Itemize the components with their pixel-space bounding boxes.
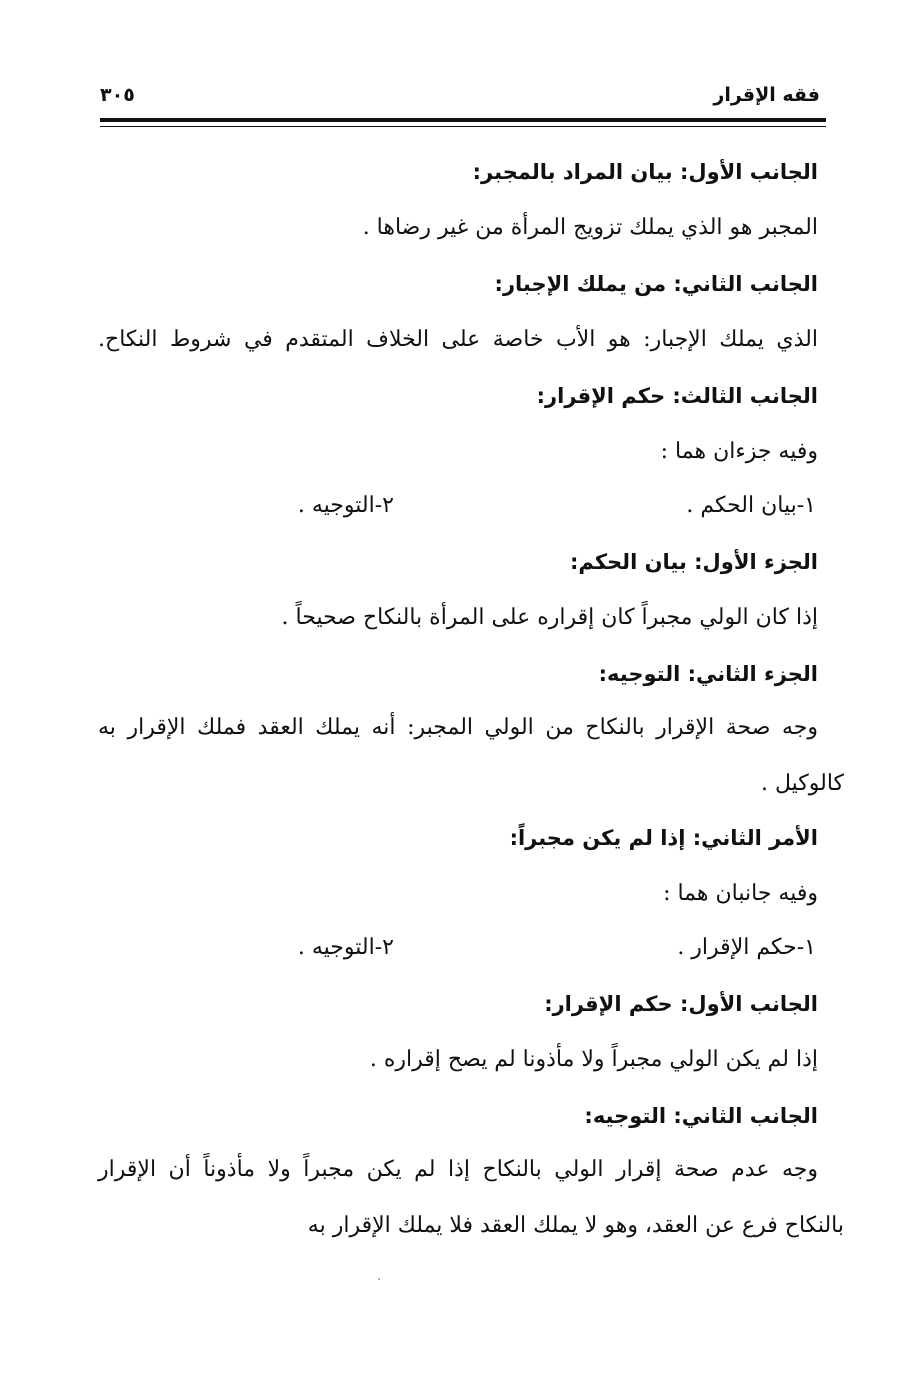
heading-first-aspect-2: الجانب الأول: حكم الإقرار: <box>544 992 818 1016</box>
paragraph-justification-line1: وجه صحة الإقرار بالنكاح من الولي المجبر: أنه يملك العقد فملك الإقرار به <box>98 715 818 740</box>
heading-part-two: الجزء الثاني: التوجيه: <box>598 662 818 686</box>
heading-second-aspect-2: الجانب الثاني: التوجيه: <box>584 1104 818 1128</box>
header-rule-thick <box>100 118 826 122</box>
page-number: ٣٠٥ <box>100 84 135 106</box>
list-item-justification: ٢-التوجيه . <box>297 493 394 518</box>
heading-third-aspect: الجانب الثالث: حكم الإقرار: <box>536 384 818 408</box>
list-item-ruling-2: ١-حكم الإقرار . <box>677 935 816 960</box>
heading-second-aspect: الجانب الثاني: من يملك الإجبار: <box>494 272 818 296</box>
paragraph-ruling: إذا كان الولي مجبراً كان إقراره على المرأة بالنكاح صحيحاً . <box>281 605 818 630</box>
paragraph-justification-line2: كالوكيل . <box>760 771 844 796</box>
running-header <box>100 84 820 114</box>
heading-second-matter: الأمر الثاني: إذا لم يكن مجبراً: <box>509 826 818 850</box>
heading-first-aspect: الجانب الأول: بيان المراد بالمجبر: <box>472 160 818 184</box>
header-rule-thin <box>100 126 826 127</box>
paragraph-justification-2-line1: وجه عدم صحة إقرار الولي بالنكاح إذا لم يكن مجبراً ولا مأذوناً أن الإقرار <box>98 1157 818 1182</box>
paragraph-two-parts: وفيه جزءان هما : <box>660 439 818 464</box>
paragraph-justification-2-line2: بالنكاح فرع عن العقد، وهو لا يملك العقد فلا يملك الإقرار به <box>307 1213 844 1238</box>
paragraph-definition: المجبر هو الذي يملك تزويج المرأة من غير رضاها . <box>362 215 818 240</box>
paragraph-who-compels: الذي يملك الإجبار: هو الأب خاصة على الخلاف المتقدم في شروط النكاح. <box>98 327 818 352</box>
list-item-ruling: ١-بيان الحكم . <box>686 493 816 518</box>
running-title: فقه الإقرار <box>713 84 820 106</box>
heading-part-one: الجزء الأول: بيان الحكم: <box>569 550 818 574</box>
paragraph-two-aspects: وفيه جانبان هما : <box>663 881 818 906</box>
list-item-justification-2: ٢-التوجيه . <box>297 935 394 960</box>
scan-speck <box>378 1278 380 1280</box>
paragraph-ruling-2: إذا لم يكن الولي مجبراً ولا مأذونا لم يصح إقراره . <box>369 1047 818 1072</box>
